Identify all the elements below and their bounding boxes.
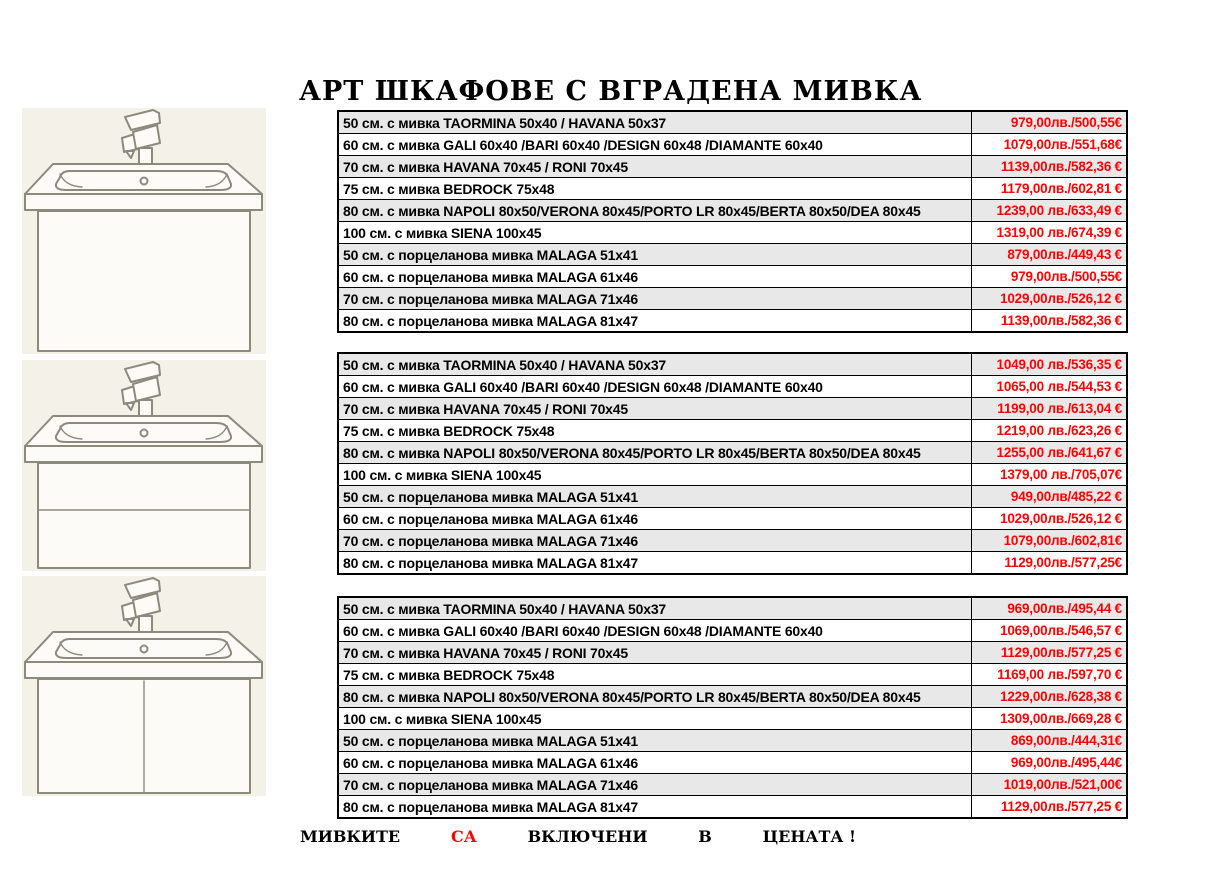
table-row <box>338 420 1127 442</box>
price-value: 1239,00 лв./633,49 € <box>971 200 1127 222</box>
product-label: 80 см. с порцеланова мивка MALAGA 81x47 <box>338 796 971 819</box>
product-label: 50 см. с порцеланова мивка MALAGA 51x41 <box>338 730 971 752</box>
sink-countertop <box>25 632 262 678</box>
product-label: 70 см. с порцеланова мивка MALAGA 71x46 <box>338 530 971 552</box>
table-row <box>338 222 1127 244</box>
product-label: 50 см. с порцеланова мивка MALAGA 51x41 <box>338 244 971 266</box>
cabinet-body <box>38 463 250 568</box>
price-value: 1049,00 лв./536,35 € <box>971 353 1127 376</box>
product-label: 70 см. с мивка HAVANA 70x45 / RONI 70x45 <box>338 642 971 664</box>
product-label: 60 см. с порцеланова мивка MALAGA 61x46 <box>338 266 971 288</box>
price-table-3 <box>337 596 1128 819</box>
price-value: 1219,00 лв./623,26 € <box>971 420 1127 442</box>
footer-word: ВКЛЮЧЕНИ <box>527 827 648 846</box>
table-row <box>338 376 1127 398</box>
price-value: 1029,00лв./526,12 € <box>971 288 1127 310</box>
product-label: 70 см. с мивка HAVANA 70x45 / RONI 70x45 <box>338 156 971 178</box>
price-value: 1309,00лв./669,28 € <box>971 708 1127 730</box>
product-label: 70 см. с порцеланова мивка MALAGA 71x46 <box>338 288 971 310</box>
table-row <box>338 642 1127 664</box>
product-label: 80 см. с мивка NAPOLI 80x50/VERONA 80x45/PORTO LR 80x45/BERTA 80x50/DEA 80x45 <box>338 686 971 708</box>
price-value: 969,00лв./495,44€ <box>971 752 1127 774</box>
price-value: 869,00лв./444,31€ <box>971 730 1127 752</box>
table-row <box>338 266 1127 288</box>
product-label: 50 см. с мивка TAORMINA 50x40 / HAVANA 50x37 <box>338 353 971 376</box>
table-row <box>338 353 1127 376</box>
product-label: 75 см. с мивка BEDROCK 75x48 <box>338 178 971 200</box>
product-label: 80 см. с порцеланова мивка MALAGA 81x47 <box>338 310 971 333</box>
faucet-icon <box>122 578 160 633</box>
product-label: 70 см. с мивка HAVANA 70x45 / RONI 70x45 <box>338 398 971 420</box>
footer-word: В <box>698 827 712 846</box>
table-row <box>338 774 1127 796</box>
product-label: 60 см. с мивка GALI 60x40 /BARI 60x40 /DESIGN 60x48 /DIAMANTE 60x40 <box>338 620 971 642</box>
price-value: 879,00лв./449,43 € <box>971 244 1127 266</box>
table-row <box>338 464 1127 486</box>
footer-word: ЦЕНАТА ! <box>762 827 856 846</box>
product-label: 100 см. с мивка SIENA 100x45 <box>338 222 971 244</box>
cabinet-body <box>38 679 250 793</box>
price-value: 1179,00лв./602,81 € <box>971 178 1127 200</box>
sink-countertop <box>25 164 262 210</box>
price-value: 1129,00лв./577,25€ <box>971 552 1127 575</box>
product-label: 50 см. с мивка TAORMINA 50x40 / HAVANA 50x37 <box>338 597 971 620</box>
price-value: 1065,00 лв./544,53 € <box>971 376 1127 398</box>
price-value: 979,00лв./500,55€ <box>971 111 1127 134</box>
table-row <box>338 288 1127 310</box>
product-label: 50 см. с мивка TAORMINA 50x40 / HAVANA 50x37 <box>338 111 971 134</box>
price-value: 949,00лв/485,22 € <box>971 486 1127 508</box>
table-row <box>338 530 1127 552</box>
price-table-2 <box>337 352 1128 575</box>
price-value: 1319,00 лв./674,39 € <box>971 222 1127 244</box>
product-label: 60 см. с мивка GALI 60x40 /BARI 60x40 /DESIGN 60x48 /DIAMANTE 60x40 <box>338 376 971 398</box>
vanity-illustration-two-drawers <box>22 360 266 571</box>
table-row <box>338 508 1127 530</box>
faucet-icon <box>122 110 160 165</box>
table-row <box>338 486 1127 508</box>
faucet-icon <box>122 362 160 417</box>
price-value: 1079,00лв./602,81€ <box>971 530 1127 552</box>
table-row <box>338 620 1127 642</box>
price-value: 1229,00лв./628,38 € <box>971 686 1127 708</box>
price-value: 1069,00лв./546,57 € <box>971 620 1127 642</box>
product-label: 70 см. с порцеланова мивка MALAGA 71x46 <box>338 774 971 796</box>
price-value: 1379,00 лв./705,07€ <box>971 464 1127 486</box>
table-row <box>338 200 1127 222</box>
table-row <box>338 156 1127 178</box>
price-value: 1129,00лв./577,25 € <box>971 796 1127 819</box>
table-row <box>338 664 1127 686</box>
table-row <box>338 178 1127 200</box>
product-label: 100 см. с мивка SIENA 100x45 <box>338 464 971 486</box>
price-value: 969,00лв./495,44 € <box>971 597 1127 620</box>
table-row <box>338 597 1127 620</box>
price-value: 1199,00 лв./613,04 € <box>971 398 1127 420</box>
price-value: 1139,00лв./582,36 € <box>971 156 1127 178</box>
product-label: 80 см. с порцеланова мивка MALAGA 81x47 <box>338 552 971 575</box>
sink-countertop <box>25 416 262 462</box>
table-row <box>338 730 1127 752</box>
price-table-1 <box>337 110 1128 333</box>
product-label: 80 см. с мивка NAPOLI 80x50/VERONA 80x45/PORTO LR 80x45/BERTA 80x50/DEA 80x45 <box>338 200 971 222</box>
table-row <box>338 552 1127 575</box>
table-row <box>338 708 1127 730</box>
price-value: 1139,00лв./582,36 € <box>971 310 1127 333</box>
product-label: 60 см. с мивка GALI 60x40 /BARI 60x40 /DESIGN 60x48 /DIAMANTE 60x40 <box>338 134 971 156</box>
product-label: 100 см. с мивка SIENA 100x45 <box>338 708 971 730</box>
price-value: 1255,00 лв./641,67 € <box>971 442 1127 464</box>
table-row <box>338 796 1127 819</box>
product-label: 60 см. с порцеланова мивка MALAGA 61x46 <box>338 508 971 530</box>
product-label: 50 см. с порцеланова мивка MALAGA 51x41 <box>338 486 971 508</box>
table-row <box>338 398 1127 420</box>
price-value: 1029,00лв./526,12 € <box>971 508 1127 530</box>
footer-note <box>300 827 856 846</box>
product-label: 75 см. с мивка BEDROCK 75x48 <box>338 420 971 442</box>
price-value: 1169,00 лв./597,70 € <box>971 664 1127 686</box>
product-label: 60 см. с порцеланова мивка MALAGA 61x46 <box>338 752 971 774</box>
footer-word: МИВКИТЕ <box>300 827 401 846</box>
vanity-illustration-single-door <box>22 108 266 354</box>
table-row <box>338 244 1127 266</box>
table-row <box>338 752 1127 774</box>
table-row <box>338 310 1127 333</box>
table-row <box>338 442 1127 464</box>
table-row <box>338 111 1127 134</box>
table-row <box>338 686 1127 708</box>
price-value: 1079,00лв./551,68€ <box>971 134 1127 156</box>
price-value: 1129,00лв./577,25 € <box>971 642 1127 664</box>
price-value: 1019,00лв./521,00€ <box>971 774 1127 796</box>
product-label: 80 см. с мивка NAPOLI 80x50/VERONA 80x45/PORTO LR 80x45/BERTA 80x50/DEA 80x45 <box>338 442 971 464</box>
vanity-illustration-two-doors <box>22 576 266 796</box>
table-row <box>338 134 1127 156</box>
cabinet-body <box>38 211 250 351</box>
product-label: 75 см. с мивка BEDROCK 75x48 <box>338 664 971 686</box>
page-title: АРТ ШКАФОВЕ С ВГРАДЕНА МИВКА <box>299 76 923 107</box>
price-value: 979,00лв./500,55€ <box>971 266 1127 288</box>
footer-word: СА <box>450 827 477 846</box>
